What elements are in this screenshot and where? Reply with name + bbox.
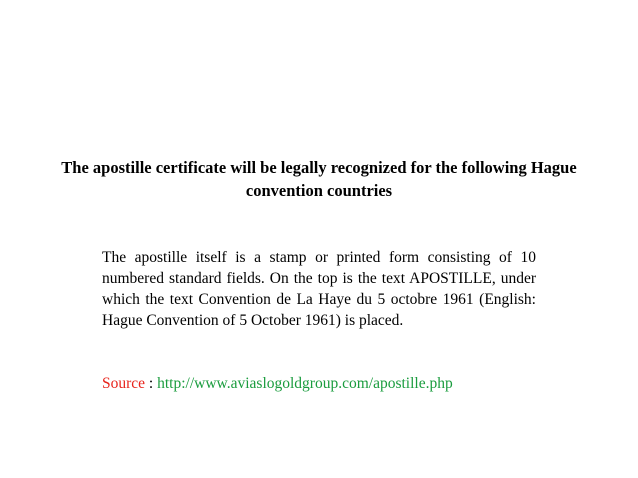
source-link[interactable]: http://www.aviaslogoldgroup.com/apostille.php bbox=[157, 375, 453, 392]
source-separator: : bbox=[145, 375, 158, 392]
source-label: Source bbox=[102, 375, 146, 392]
source-line bbox=[102, 373, 453, 394]
slide-title: The apostille certificate will be legally recognized for the following Hague convention countries bbox=[61, 158, 577, 200]
body-paragraph: The apostille itself is a stamp or printed form consisting of 10 numbered standard fields. On the top is the text APOSTILLE, under which the text Convention de La Haye du 5 octobre 1961 (English: Hague Convention of 5 October 1961) is placed. bbox=[102, 249, 536, 329]
